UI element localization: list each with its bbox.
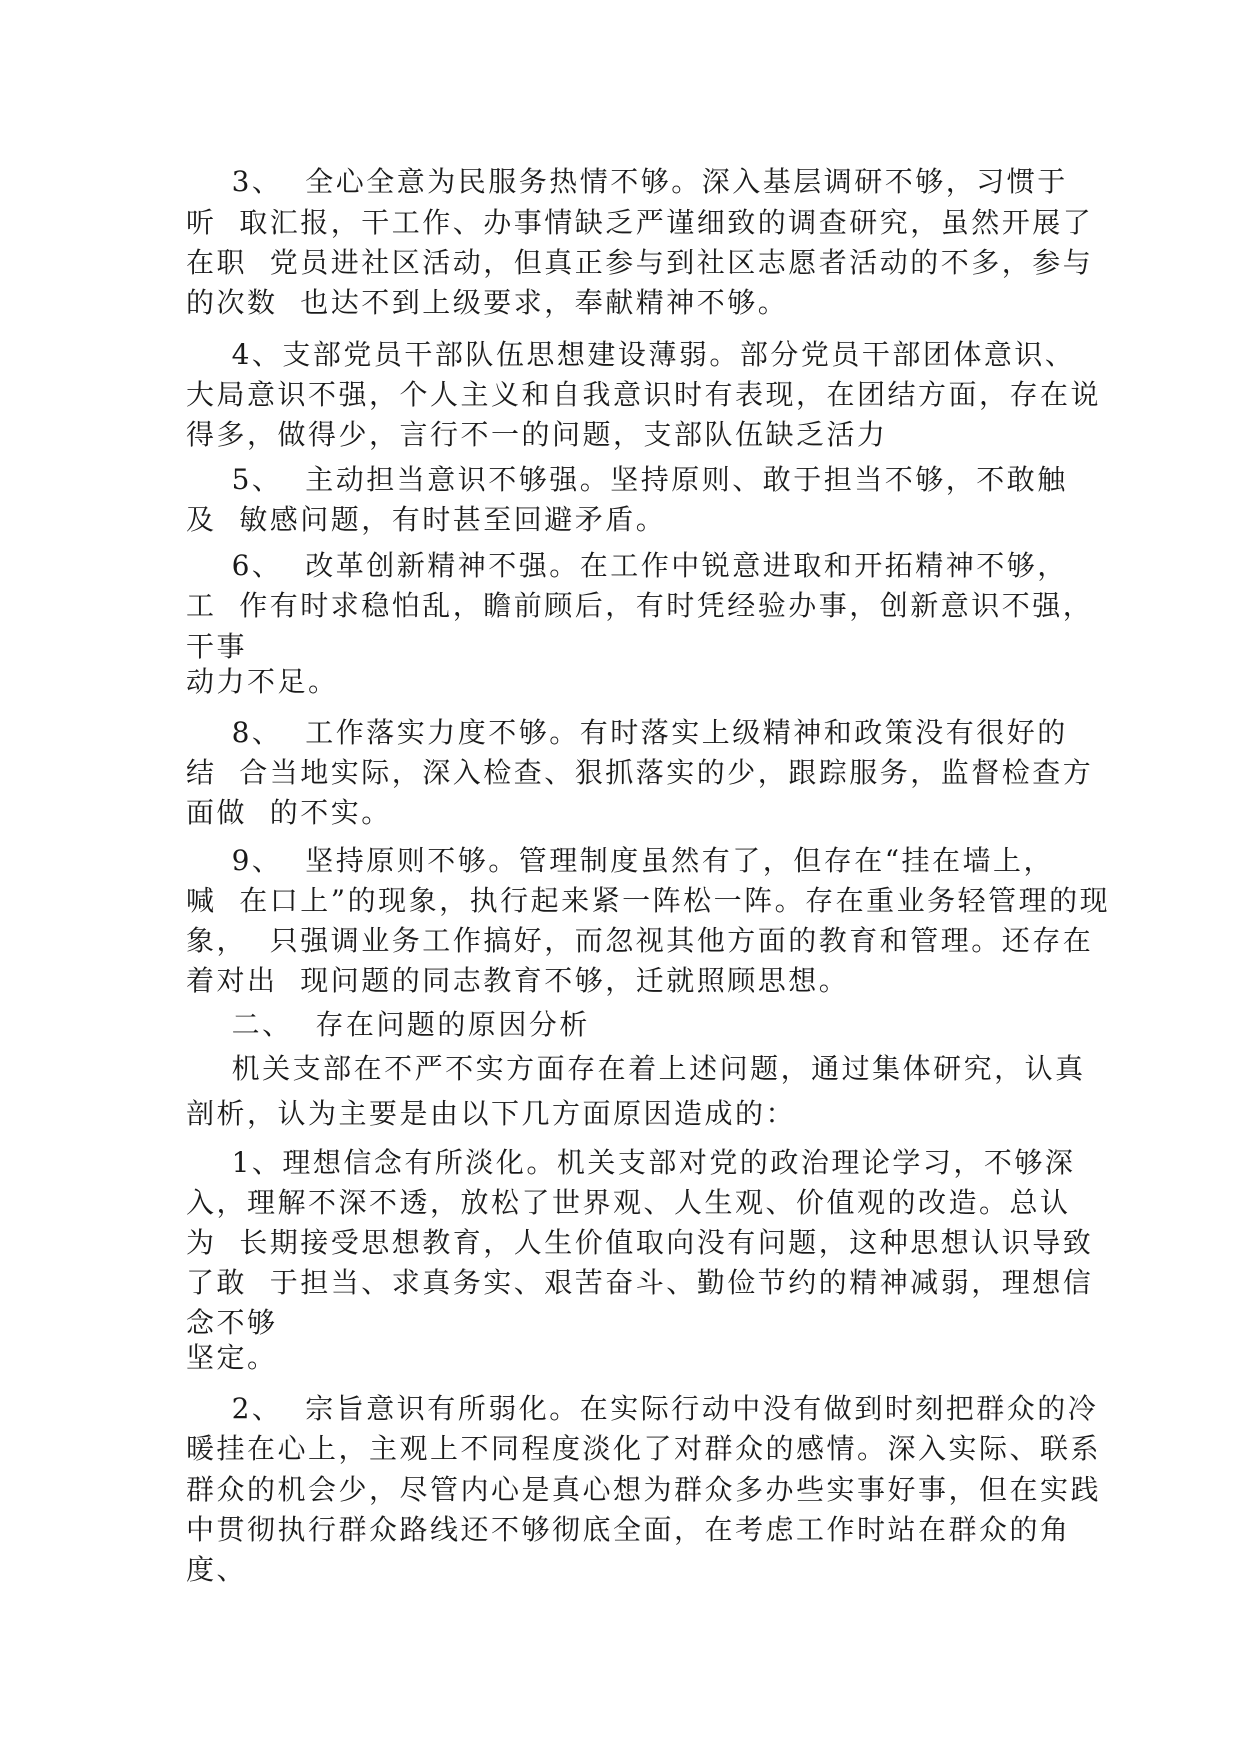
text-line: 喊 在口上”的现象，执行起来紧一阵松一阵。存在重业务轻管理的现 (186, 884, 1111, 917)
text-line: 8、 工作落实力度不够。有时落实上级精神和政策没有很好的 (186, 716, 1068, 749)
text-line: 了敢 于担当、求真务实、艰苦奋斗、勤俭节约的精神减弱，理想信 (186, 1266, 1094, 1299)
text-line: 动力不足。 (186, 665, 339, 698)
text-line: 群众的机会少，尽管内心是真心想为群众多办些实事好事，但在实践 (186, 1473, 1102, 1506)
text-line: 4、支部党员干部队伍思想建设薄弱。部分党员干部团体意识、 (186, 338, 1076, 371)
text-line: 工 作有时求稳怕乱，瞻前顾后，有时凭经验办事，创新意识不强， (186, 589, 1094, 622)
text-line: 象， 只强调业务工作搞好，而忽视其他方面的教育和管理。还存在 (186, 924, 1094, 957)
text-line: 1、理想信念有所淡化。机关支部对党的政治理论学习，不够深 (186, 1146, 1076, 1179)
text-line: 5、 主动担当意识不够强。坚持原则、敢于担当不够，不敢触 (186, 463, 1068, 496)
text-line: 的次数 也达不到上级要求，奉献精神不够。 (186, 286, 789, 319)
text-line: 机关支部在不严不实方面存在着上述问题，通过集体研究，认真 (186, 1052, 1086, 1085)
text-line: 9、 坚持原则不够。管理制度虽然有了，但存在“挂在墙上， (186, 844, 1055, 877)
text-line: 在职 党员进社区活动，但真正参与到社区志愿者活动的不多，参与 (186, 246, 1094, 279)
text-line: 度、 (186, 1553, 248, 1586)
text-line: 中贯彻执行群众路线还不够彻底全面，在考虑工作时站在群众的角 (186, 1513, 1071, 1546)
text-line: 暖挂在心上，主观上不同程度淡化了对群众的感情。深入实际、联系 (186, 1432, 1102, 1465)
text-line: 剖析，认为主要是由以下几方面原因造成的： (186, 1097, 797, 1130)
text-line: 坚定。 (186, 1341, 278, 1374)
text-line: 6、 改革创新精神不强。在工作中锐意进取和开拓精神不够， (186, 549, 1068, 582)
text-line: 结 合当地实际，深入检查、狠抓落实的少，跟踪服务，监督检查方 (186, 756, 1094, 789)
text-line: 及 敏感问题，有时甚至回避矛盾。 (186, 503, 667, 536)
text-line: 得多，做得少，言行不一的问题，支部队伍缺乏活力 (186, 418, 888, 451)
text-line: 为 长期接受思想教育，人生价值取向没有问题，这种思想认识导致 (186, 1226, 1094, 1259)
text-line: 面做 的不实。 (186, 796, 392, 829)
text-line: 念不够 (186, 1306, 278, 1339)
text-line: 听 取汇报，干工作、办事情缺乏严谨细致的调查研究，虽然开展了 (186, 206, 1094, 239)
text-line: 干事 (186, 630, 248, 663)
text-line: 着对出 现问题的同志教育不够，迁就照顾思想。 (186, 964, 850, 997)
text-line: 2、 宗旨意识有所弱化。在实际行动中没有做到时刻把群众的冷 (186, 1392, 1099, 1425)
text-line: 入，理解不深不透，放松了世界观、人生观、价值观的改造。总认 (186, 1186, 1071, 1219)
text-line: 3、 全心全意为民服务热情不够。深入基层调研不够，习惯于 (186, 165, 1068, 198)
section-heading: 二、 存在问题的原因分析 (186, 1008, 590, 1041)
text-line: 大局意识不强，个人主义和自我意识时有表现，在团结方面，存在说 (186, 378, 1102, 411)
